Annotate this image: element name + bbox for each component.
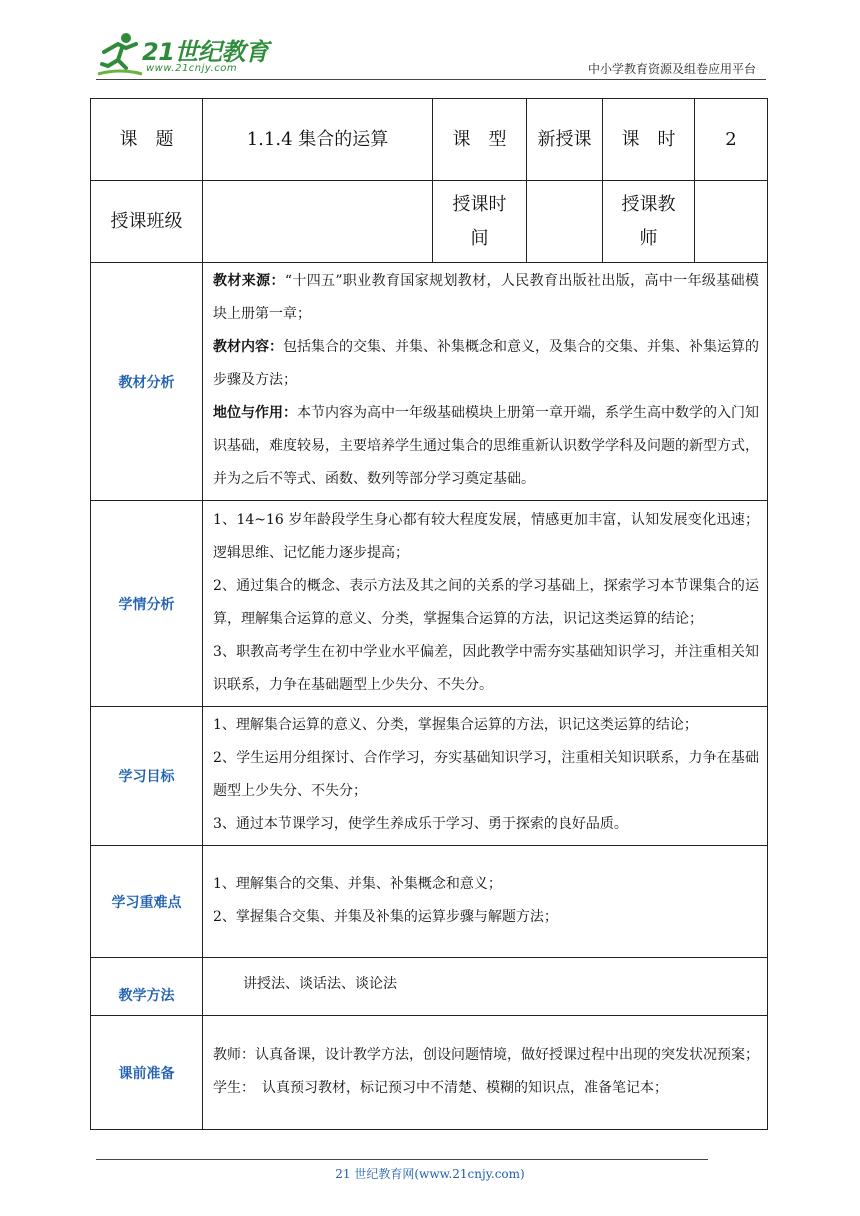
methods-label: 教学方法 [91,958,203,1016]
site-logo[interactable] [96,30,269,80]
platform-title: 中小学教育资源及组卷应用平台 [587,62,756,76]
list-item: 2、掌握集合交集、并集及补集的运算步骤与解题方法； [213,908,558,925]
prep-content [203,1016,768,1130]
content-title: 教材内容： [213,339,283,355]
list-item: 1、理解集合的交集、并集、补集概念和意义； [213,875,502,892]
content-text: 包括集合的交集、并集、补集概念和意义，及集合的交集、并集、补集运算的步骤及方法； [213,339,759,388]
list-item: 1、理解集合运算的意义、分类，掌握集合运算的方法，识记这类运算的结论； [213,717,698,733]
page-header [0,0,860,90]
goals-content [203,707,768,846]
source-text: “十四五”职业教育国家规划教材，人民教育出版社出版，高中一年级基础模块上册第一章； [213,273,760,322]
goals-label: 学习目标 [91,707,203,846]
time-value[interactable] [527,181,603,263]
students-content [203,501,768,707]
time-label: 授课时间 [433,181,527,263]
students-label: 学情分析 [91,501,203,707]
logo-text: 21世纪教育 [142,38,269,66]
class-value[interactable] [203,181,433,263]
prep-label: 课前准备 [91,1016,203,1130]
type-value: 新授课 [527,99,603,181]
topic-label: 课 题 [91,99,203,181]
prep-teacher: 教师：认真备课，设计教学方法，创设问题情境，做好授课过程中出现的突发状况预案； [213,1046,759,1063]
keypoints-label: 学习重难点 [91,846,203,958]
class-label: 授课班级 [91,181,203,263]
footer-divider [96,1159,708,1160]
header-divider [96,79,766,80]
table-row-topic [91,99,768,181]
table-row-keypoints [91,846,768,958]
type-label: 课 型 [433,99,527,181]
hours-label: 课 时 [603,99,695,181]
teacher-label: 授课教师 [603,181,695,263]
hours-value: 2 [695,99,768,181]
role-text: 本节内容为高中一年级基础模块上册第一章开端，系学生高中数学的入门知识基础，难度较易，主要培养学生通过集合的思维重新认识数学学科及问题的新型方式，并为之后不等式、函数、数列等部分学习奠定基础。 [213,405,759,487]
footer-link[interactable]: 21 世纪教育网(www.21cnjy.com) [335,1167,525,1181]
methods-content: 讲授法、谈话法、谈论法 [203,958,768,1016]
table-row-material [91,263,768,501]
keypoints-content [203,846,768,958]
prep-student: 学生： 认真预习教材，标记预习中不清楚、模糊的知识点，准备笔记本； [213,1079,668,1096]
list-item: 2、通过集合的概念、表示方法及其之间的关系的学习基础上，探索学习本节课集合的运算，理解集合运算的意义、分类，掌握集合运算的方法，识记这类运算的结论； [213,577,759,627]
teacher-value[interactable] [695,181,768,263]
table-row-goals [91,707,768,846]
lesson-plan-table [90,98,768,1130]
table-row-methods [91,958,768,1016]
source-title: 教材来源： [213,273,285,289]
material-label: 教材分析 [91,263,203,501]
table-row-prep [91,1016,768,1130]
runner-logo-icon [96,30,144,78]
list-item: 1、14~16 岁年龄段学生身心都有较大程度发展，情感更加丰富，认知发展变化迅速；逻辑思维、记忆能力逐步提高； [213,511,759,561]
table-row-students [91,501,768,707]
list-item: 3、职教高考学生在初中学业水平偏差，因此教学中需夯实基础知识学习，并注重相关知识联系，力争在基础题型上少失分、不失分。 [213,643,759,693]
table-row-class [91,181,768,263]
list-item: 2、学生运用分组探讨、合作学习，夯实基础知识学习，注重相关知识联系，力争在基础题型上少失分、不失分； [213,750,759,799]
topic-value: 1.1.4 集合的运算 [203,99,433,181]
logo-url: www.21cnjy.com [146,63,238,74]
list-item: 3、通过本节课学习，使学生养成乐于学习、勇于探索的良好品质。 [213,816,628,832]
material-content [203,263,768,501]
role-title: 地位与作用： [213,405,297,421]
